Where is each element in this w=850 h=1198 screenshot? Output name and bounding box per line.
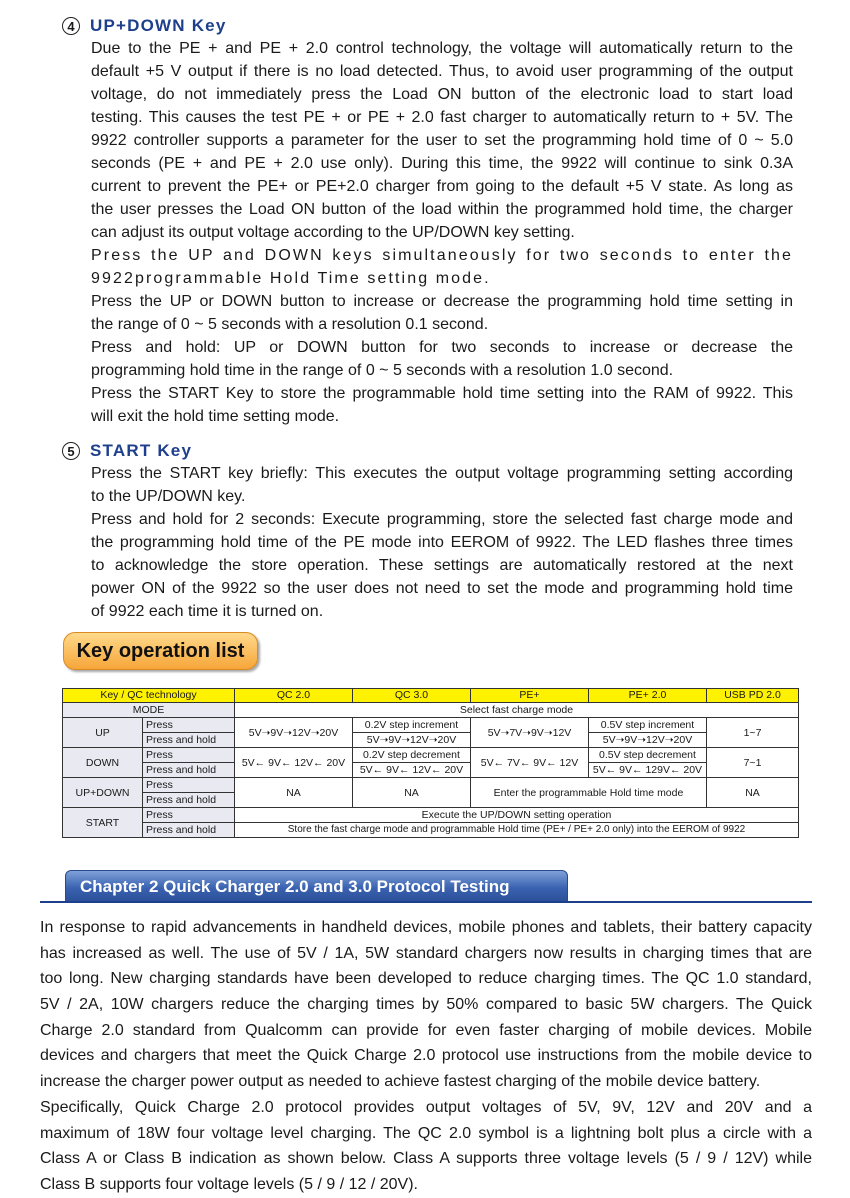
table-header-row [63,689,799,703]
key-operation-list-label: Key operation list [63,632,258,670]
key-label: START [63,808,143,838]
key-label: UP [63,718,143,748]
text-line: Specifically, Quick Charge 2.0 protocol provides output voltages of 5V, 9V, 12V and 20V and a [40,1098,812,1116]
text-line: to acknowledge the store operation. These settings are automatically restored at the next [91,557,793,574]
action-label: Press and hold [143,733,235,748]
section-number-badge: 4 [62,17,80,35]
text-line: devices and chargers that meet the Quick Charge 2.0 protocol use instructions from the mobile device to [40,1047,812,1065]
text-line: the programming hold time of the PE mode into EEROM of 9922. The LED flashes three times [91,534,793,551]
table-cell: NA [707,778,799,808]
text-line: Class B supports four voltage levels (5 / 9 / 12 / 20V). [40,1175,418,1193]
header-cell: Key / QC technology [63,689,235,703]
section-4-heading [62,16,226,36]
text-line: increase the charger power output as needed to achieve fastest charging of the mobile device battery. [40,1073,761,1091]
text-line: too long. New charging standards have been developed to reduce charging times. The QC 1.0 standard, [40,970,812,988]
table-row [63,763,799,778]
section-4-body [91,37,793,428]
text-line: will exit the hold time setting mode. [91,408,340,425]
table-cell: Enter the programmable Hold time mode [471,778,707,808]
text-line: to the UP/DOWN key. [91,488,246,505]
text-line: Press the START Key to store the programmable hold time setting into the RAM of 9922. This [91,385,793,402]
table-cell: 7~1 [707,748,799,778]
header-cell: QC 3.0 [353,689,471,703]
chapter-title: Chapter 2 Quick Charger 2.0 and 3.0 Protocol Testing [65,870,568,903]
chapter-divider [40,901,812,903]
table-cell: 1~7 [707,718,799,748]
text-line: In response to rapid advancements in handheld devices, mobile phones and tablets, their battery capacity [40,919,812,936]
text-line: default +5 V output if there is no load detected. Thus, to avoid user programming of the output [91,63,793,80]
table-cell: 5V➝9V➝12V➝20V [353,733,471,748]
section-5-body [91,462,793,623]
key-label: UP+DOWN [63,778,143,808]
text-line: voltage, do not immediately press the Load ON button of the electronic load to start load [91,86,793,103]
table-cell: 5V➝9V➝12V➝20V [589,733,707,748]
action-label: Press [143,778,235,793]
table-row [63,733,799,748]
text-line: Press the START key briefly: This executes the output voltage programming setting according [91,465,793,482]
table-cell: 5V➝9V➝12V➝20V [235,718,353,748]
action-label: Press [143,808,235,823]
text-line: 9922 controller supports a parameter for the user to set the programming hold time of 0 ~ 5.0 [91,132,793,149]
table-cell: 5V← 7V← 9V← 12V [471,748,589,778]
text-line: Press and hold: UP or DOWN button for two seconds to increase or decrease the [91,339,793,356]
text-line: Press the UP or DOWN button to increase or decrease the programming hold time setting in [91,293,793,310]
table-cell: 0.5V step increment [589,718,707,733]
text-line: of 9922 each time it is turned on. [91,603,324,620]
table-cell: 5V← 9V← 12V← 20V [353,763,471,778]
table-cell: 0.5V step decrement [589,748,707,763]
text-line: the user presses the Load ON button of the load within the programmed hold time, the charger [91,201,793,218]
header-cell: QC 2.0 [235,689,353,703]
section-5-heading [62,441,192,461]
action-label: Press [143,748,235,763]
text-line: has increased as well. The use of 5V / 1A, 5W standard chargers now results in charging times that are [40,944,812,962]
table-cell: 5V← 9V← 129V← 20V [589,763,707,778]
text-line: Charge 2.0 standard from Qualcomm can provide for even faster charging of mobile devices. Mobile [40,1021,812,1039]
text-line: maximum of 18W four voltage level charging. The QC 2.0 symbol is a lightning bolt plus a circle with a [40,1124,812,1142]
mode-label: MODE [63,703,235,718]
action-label: Press and hold [143,793,235,808]
chapter-body [40,915,812,1198]
table-row [63,748,799,763]
table-cell: Store the fast charge mode and programmable Hold time (PE+ / PE+ 2.0 only) into the EEROM of 9922 [235,823,799,838]
section-title: START Key [90,441,193,460]
text-line: testing. This causes the test PE + or PE + 2.0 fast charger to automatically return to + 5V. The [91,109,793,126]
text-line: 5V / 2A, 10W chargers reduce the charging times by 50% compared to basic 5W chargers. The Quick [40,996,812,1014]
text-line: Press the UP and DOWN keys simultaneously for two seconds to enter the [91,247,793,264]
text-line: Due to the PE + and PE + 2.0 control technology, the voltage will automatically return to the [91,40,793,57]
action-label: Press [143,718,235,733]
section-number-badge: 5 [62,442,80,460]
text-line: power ON of the 9922 so the user does not need to set the mode and programming hold time [91,580,793,597]
key-operation-table [62,688,799,838]
mode-value: Select fast charge mode [235,703,799,718]
text-line: the range of 0 ~ 5 seconds with a resolution 0.1 second. [91,316,489,333]
header-cell: PE+ 2.0 [589,689,707,703]
table-row [63,778,799,793]
table-cell: Execute the UP/DOWN setting operation [235,808,799,823]
text-line: Class A or Class B indication as shown below. Class A supports three voltage levels (5 / 9 / 12V) while [40,1150,812,1168]
text-line: seconds (PE + and PE + 2.0 use only). During this time, the 9922 will continue to sink 0.3A [91,155,793,172]
table-cell: 5V➝7V➝9V➝12V [471,718,589,748]
text-line: programming hold time in the range of 0 ~ 5 seconds with a resolution 1.0 second. [91,362,674,379]
table-cell: 0.2V step increment [353,718,471,733]
table-row [63,703,799,718]
header-cell: USB PD 2.0 [707,689,799,703]
table-row [63,823,799,838]
text-line: can adjust its output voltage according to the UP/DOWN key setting. [91,224,575,241]
text-line: 9922programmable Hold Time setting mode. [91,270,491,287]
table-cell: 0.2V step decrement [353,748,471,763]
table-cell: NA [353,778,471,808]
table-row [63,718,799,733]
action-label: Press and hold [143,763,235,778]
header-cell: PE+ [471,689,589,703]
table-cell: NA [235,778,353,808]
text-line: current to prevent the PE+ or PE+2.0 charger from going to the default +5 V state. As long as [91,178,793,195]
table-cell: 5V← 9V← 12V← 20V [235,748,353,778]
section-title: UP+DOWN Key [90,16,227,35]
key-label: DOWN [63,748,143,778]
table-row [63,808,799,823]
text-line: Press and hold for 2 seconds: Execute programming, store the selected fast charge mode and [91,511,793,528]
action-label: Press and hold [143,823,235,838]
